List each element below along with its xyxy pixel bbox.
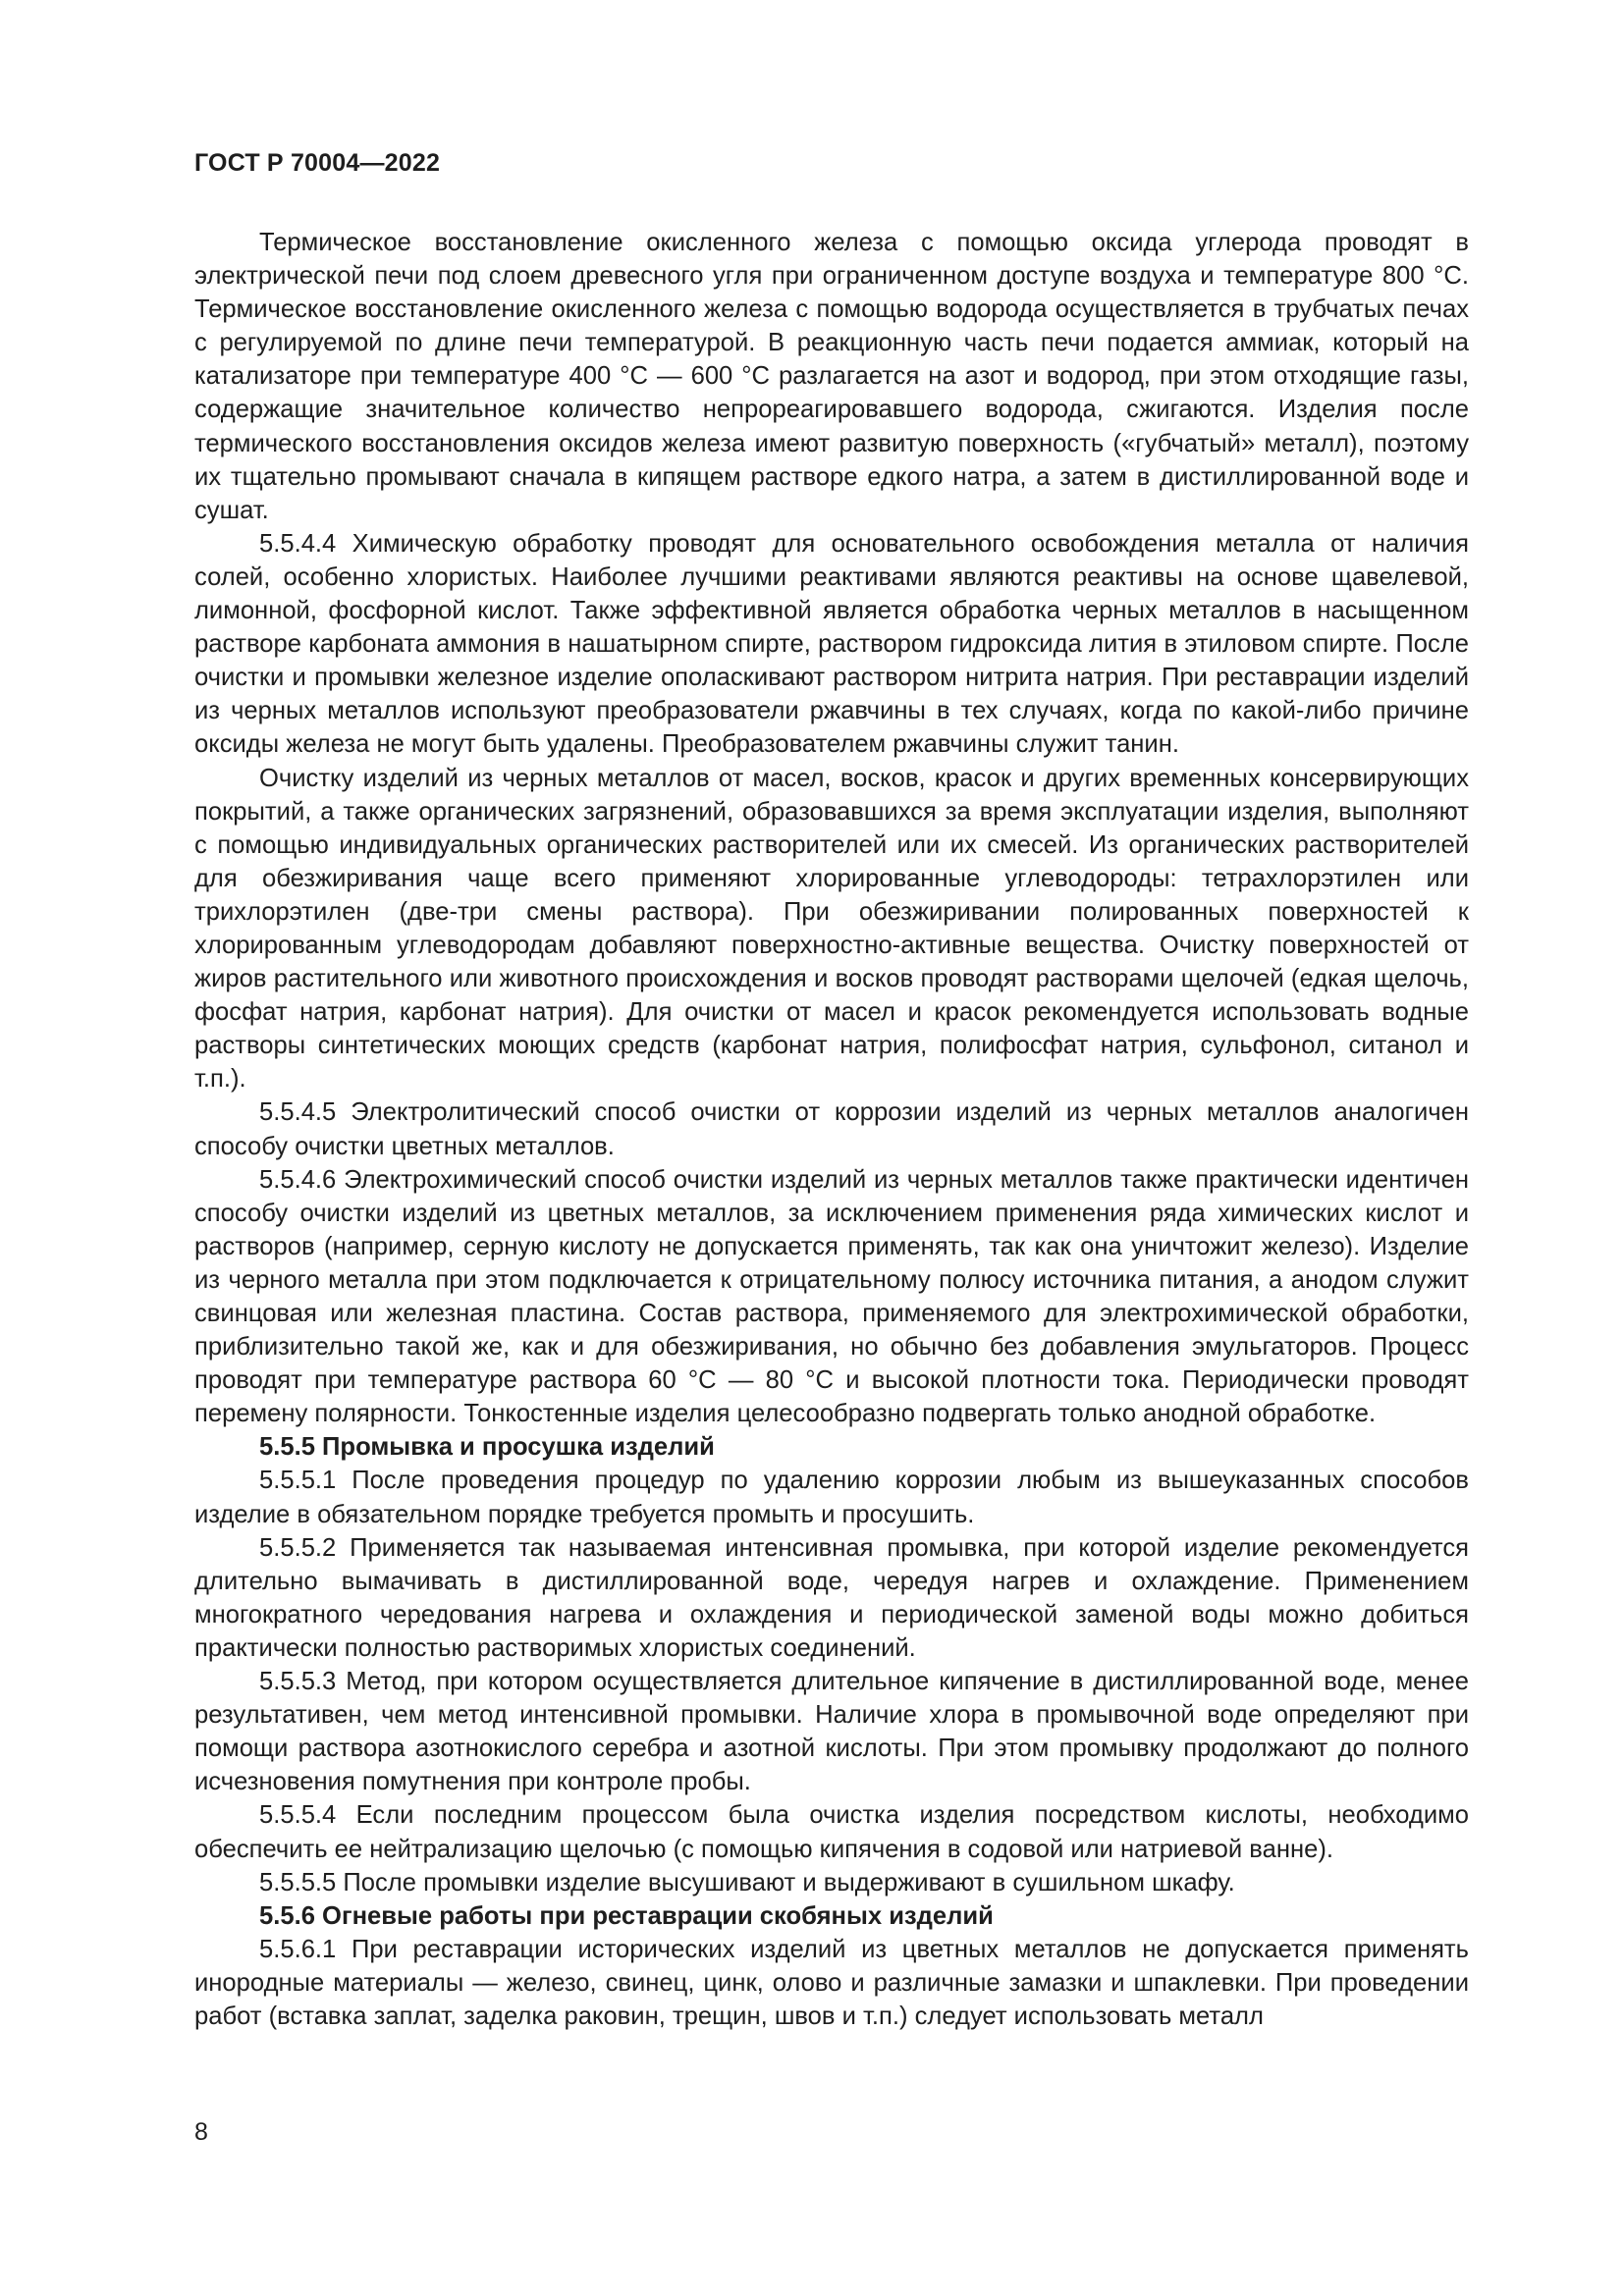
paragraph: 5.5.5.2 Применяется так называемая интенсивная промывка, при которой изделие рекомендуется длительно вымачивать в дистиллированной воде, чередуя нагрев и охлаждение. Применением многократного чередования нагрева и охлаждения и периодической заменой воды можно добиться практически полностью растворимых хлористых соединений. [194,1533,1469,1662]
paragraph: 5.5.5.1 После проведения процедур по удалению коррозии любым из вышеуказанных способов изделие в обязательном порядке требуется промыть и просушить. [194,1467,1469,1528]
paragraph: 5.5.4.6 Электрохимический способ очистки изделий из черных металлов также практически идентичен способу очистки изделий из цветных металлов, за исключением применения ряда химических кислот и растворов (например, серную кислоту не допускается применять, так как она уничтожит железо). Изделие из черного металла при этом подключается к отрицательному полюсу источника питания, а анодом служит свинцовая или железная пластина. Состав раствора, применяемого для электрохимической обработки, приблизительно такой же, как и для обезжиривания, но обычно без добавления эмульгаторов. Процесс проводят при температуре раствора 60 °C — 80 °C и высокой плотности тока. Периодически проводят перемену полярности. Тонкостенные изделия целесообразно подвергать только анодной обработке. [194,1165,1469,1428]
paragraph: 5.5.4.4 Химическую обработку проводят для основательного освобождения металла от наличия солей, особенно хлористых. Наиболее лучшими реактивами являются реактивы на основе щавелевой, лимонной, фосфорной кислот. Также эффективной является обработка черных металлов в насыщенном растворе карбоната аммония в нашатырном спирте, раствором гидроксида лития в этиловом спирте. После очистки и промывки железное изделие ополаскивают раствором нитрита натрия. При реставрации изделий из черных металлов используют преобразователи ржавчины в тех случаях, когда по какой-либо причине оксиды железа не могут быть удалены. Преобразователем ржавчины служит танин. [194,529,1469,759]
paragraph: 5.5.5.4 Если последним процессом была очистка изделия посредством кислоты, необходимо обеспечить ее нейтрализацию щелочью (с помощью кипячения в содовой или натриевой ванне). [194,1801,1469,1863]
document-code-header: ГОСТ Р 70004—2022 [194,149,441,177]
document-body [194,226,1469,2033]
paragraph: Очистку изделий из черных металлов от масел, восков, красок и других временных консервирующих покрытий, а также органических загрязнений, образовавшихся за время эксплуатации изделия, выполняют с помощью индивидуальных органических растворителей или их смесей. Из органических растворителей для обезжиривания чаще всего применяют хлорированные углеводороды: тетрахлорэтилен или трихлорэтилен (две-три смены раствора). При обезжиривании полированных поверхностей к хлорированным углеводородам добавляют поверхностно-активные вещества. Очистку поверхностей от жиров растительного или животного происхождения и восков проводят растворами щелочей (едкая щелочь, фосфат натрия, карбонат натрия). Для очистки от масел и красок рекомендуется использовать водные растворы синтетических моющих средств (карбонат натрия, полифосфат натрия, сульфонол, ситанол и т.п.). [194,764,1469,1094]
section-heading: 5.5.5 Промывка и просушка изделий [259,1433,715,1462]
paragraph: 5.5.6.1 При реставрации исторических изделий из цветных металлов не допускается применять инородные материалы — железо, свинец, цинк, олово и различные замазки и шпаклевки. При проведении работ (вставка заплат, заделка раковин, трещин, швов и т.п.) следует использовать металл [194,1935,1469,2030]
page-number: 8 [194,2118,208,2146]
paragraph: 5.5.5.5 После промывки изделие высушивают и выдерживают в сушильном шкафу. [259,1868,1235,1896]
paragraph: 5.5.4.5 Электролитический способ очистки от коррозии изделий из черных металлов аналогичен способу очистки цветных металлов. [194,1098,1469,1160]
paragraph: Термическое восстановление окисленного железа с помощью оксида углерода проводят в электрической печи под слоем древесного угля при ограниченном доступе воздуха и температуре 800 °C. Термическое восстановление окисленного железа с помощью водорода осуществляется в трубчатых печах с регулируемой по длине печи температурой. В реакционную часть печи подается аммиак, который на катализаторе при температуре 400 °C — 600 °C разлагается на азот и водород, при этом отходящие газы, содержащие значительное количество непрореагировавшего водорода, сжигаются. Изделия после термического восстановления оксидов железа имеют развитую поверхность («губчатый» металл), поэтому их тщательно промывают сначала в кипящем растворе едкого натра, а затем в дистиллированной воде и сушат. [194,229,1469,524]
paragraph: 5.5.5.3 Метод, при котором осуществляется длительное кипячение в дистиллированной воде, менее результативен, чем метод интенсивной промывки. Наличие хлора в промывочной воде определяют при помощи раствора азотнокислого серебра и азотной кислоты. При этом промывку продолжают до полного исчезновения помутнения при контроле пробы. [194,1668,1469,1796]
section-heading: 5.5.6 Огневые работы при реставрации скобяных изделий [259,1901,994,1930]
